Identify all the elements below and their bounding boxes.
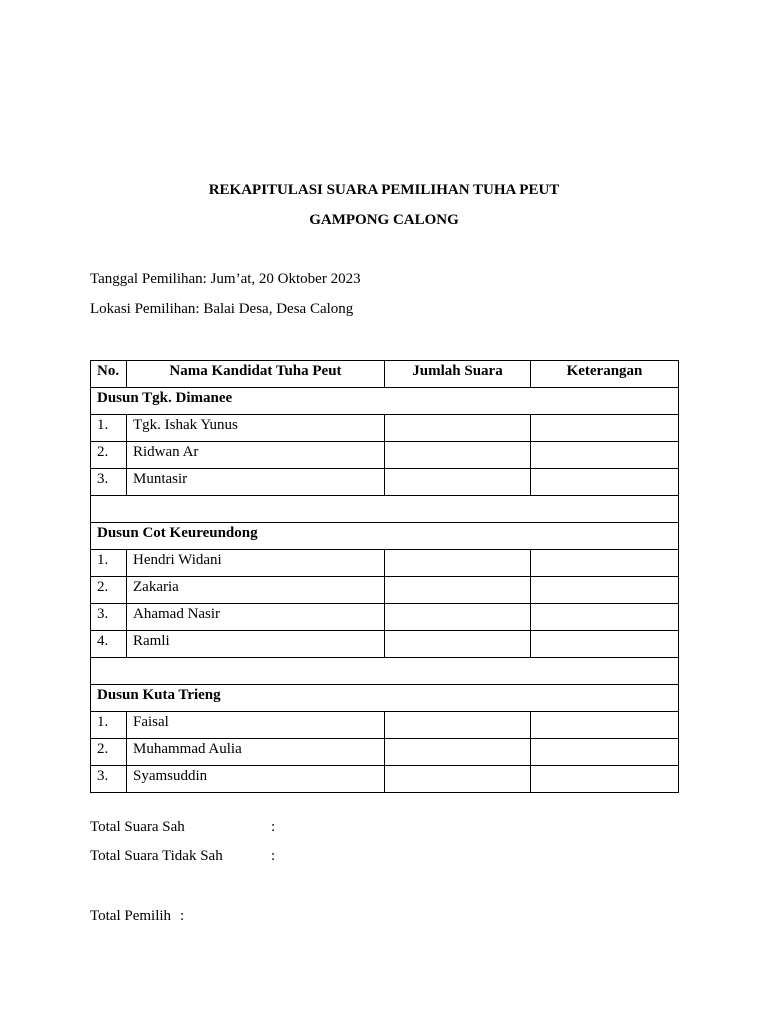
row-number: 1. [91, 415, 127, 442]
candidate-name: Tgk. Ishak Yunus [127, 415, 385, 442]
group-row [91, 685, 679, 712]
document-subtitle: GAMPONG CALONG [309, 212, 459, 228]
spacer-cell [91, 658, 679, 685]
spacer-cell [91, 496, 679, 523]
group-row [91, 388, 679, 415]
vote-count-cell[interactable] [385, 442, 531, 469]
total-invalid-votes [90, 847, 290, 865]
row-number: 3. [91, 766, 127, 793]
table-header-row [91, 361, 679, 388]
candidate-name: Faisal [127, 712, 385, 739]
colon-separator: : [271, 819, 276, 835]
notes-cell[interactable] [531, 631, 679, 658]
table-row [91, 739, 679, 766]
row-number: 2. [91, 739, 127, 766]
candidate-name: Ridwan Ar [127, 442, 385, 469]
spacer-row [91, 496, 679, 523]
group-name: Dusun Kuta Trieng [91, 685, 679, 712]
vote-count-cell[interactable] [385, 631, 531, 658]
vote-count-cell[interactable] [385, 766, 531, 793]
notes-cell[interactable] [531, 442, 679, 469]
total-voters [90, 907, 184, 925]
candidate-name: Zakaria [127, 577, 385, 604]
table-row [91, 631, 679, 658]
election-location: Lokasi Pemilihan: Balai Desa, Desa Calong [90, 301, 354, 317]
notes-cell[interactable] [531, 604, 679, 631]
colon-separator: : [180, 908, 185, 924]
header-notes: Keterangan [531, 361, 679, 388]
notes-cell[interactable] [531, 469, 679, 496]
table-row [91, 415, 679, 442]
table-row [91, 604, 679, 631]
total-valid-votes-label: Total Suara Sah [90, 819, 185, 835]
recap-table [90, 360, 679, 793]
row-number: 2. [91, 577, 127, 604]
total-invalid-votes-label: Total Suara Tidak Sah [90, 848, 223, 864]
election-date: Tanggal Pemilihan: Jum’at, 20 Oktober 2023 [90, 271, 361, 287]
notes-cell[interactable] [531, 577, 679, 604]
row-number: 2. [91, 442, 127, 469]
total-voters-label: Total Pemilih [90, 908, 172, 924]
table-row [91, 712, 679, 739]
vote-count-cell[interactable] [385, 469, 531, 496]
spacer-row [91, 658, 679, 685]
group-row [91, 523, 679, 550]
candidate-name: Ahamad Nasir [127, 604, 385, 631]
group-name: Dusun Cot Keureundong [91, 523, 679, 550]
candidate-name: Ramli [127, 631, 385, 658]
notes-cell[interactable] [531, 712, 679, 739]
vote-count-cell[interactable] [385, 415, 531, 442]
colon-separator: : [271, 848, 276, 864]
vote-count-cell[interactable] [385, 712, 531, 739]
notes-cell[interactable] [531, 415, 679, 442]
header-candidate-name: Nama Kandidat Tuha Peut [127, 361, 385, 388]
row-number: 4. [91, 631, 127, 658]
candidate-name: Syamsuddin [127, 766, 385, 793]
header-no: No. [91, 361, 127, 388]
table-row [91, 469, 679, 496]
table-row [91, 442, 679, 469]
table-row [91, 577, 679, 604]
candidate-name: Muntasir [127, 469, 385, 496]
table-row [91, 766, 679, 793]
total-valid-votes [90, 818, 290, 836]
vote-count-cell[interactable] [385, 739, 531, 766]
header-vote-count: Jumlah Suara [385, 361, 531, 388]
notes-cell[interactable] [531, 550, 679, 577]
candidate-name: Hendri Widani [127, 550, 385, 577]
row-number: 3. [91, 604, 127, 631]
vote-count-cell[interactable] [385, 550, 531, 577]
document-title: REKAPITULASI SUARA PEMILIHAN TUHA PEUT [208, 182, 560, 198]
vote-count-cell[interactable] [385, 577, 531, 604]
row-number: 1. [91, 550, 127, 577]
notes-cell[interactable] [531, 766, 679, 793]
table-row [91, 550, 679, 577]
candidate-name: Muhammad Aulia [127, 739, 385, 766]
notes-cell[interactable] [531, 739, 679, 766]
vote-count-cell[interactable] [385, 604, 531, 631]
group-name: Dusun Tgk. Dimanee [91, 388, 679, 415]
row-number: 3. [91, 469, 127, 496]
row-number: 1. [91, 712, 127, 739]
